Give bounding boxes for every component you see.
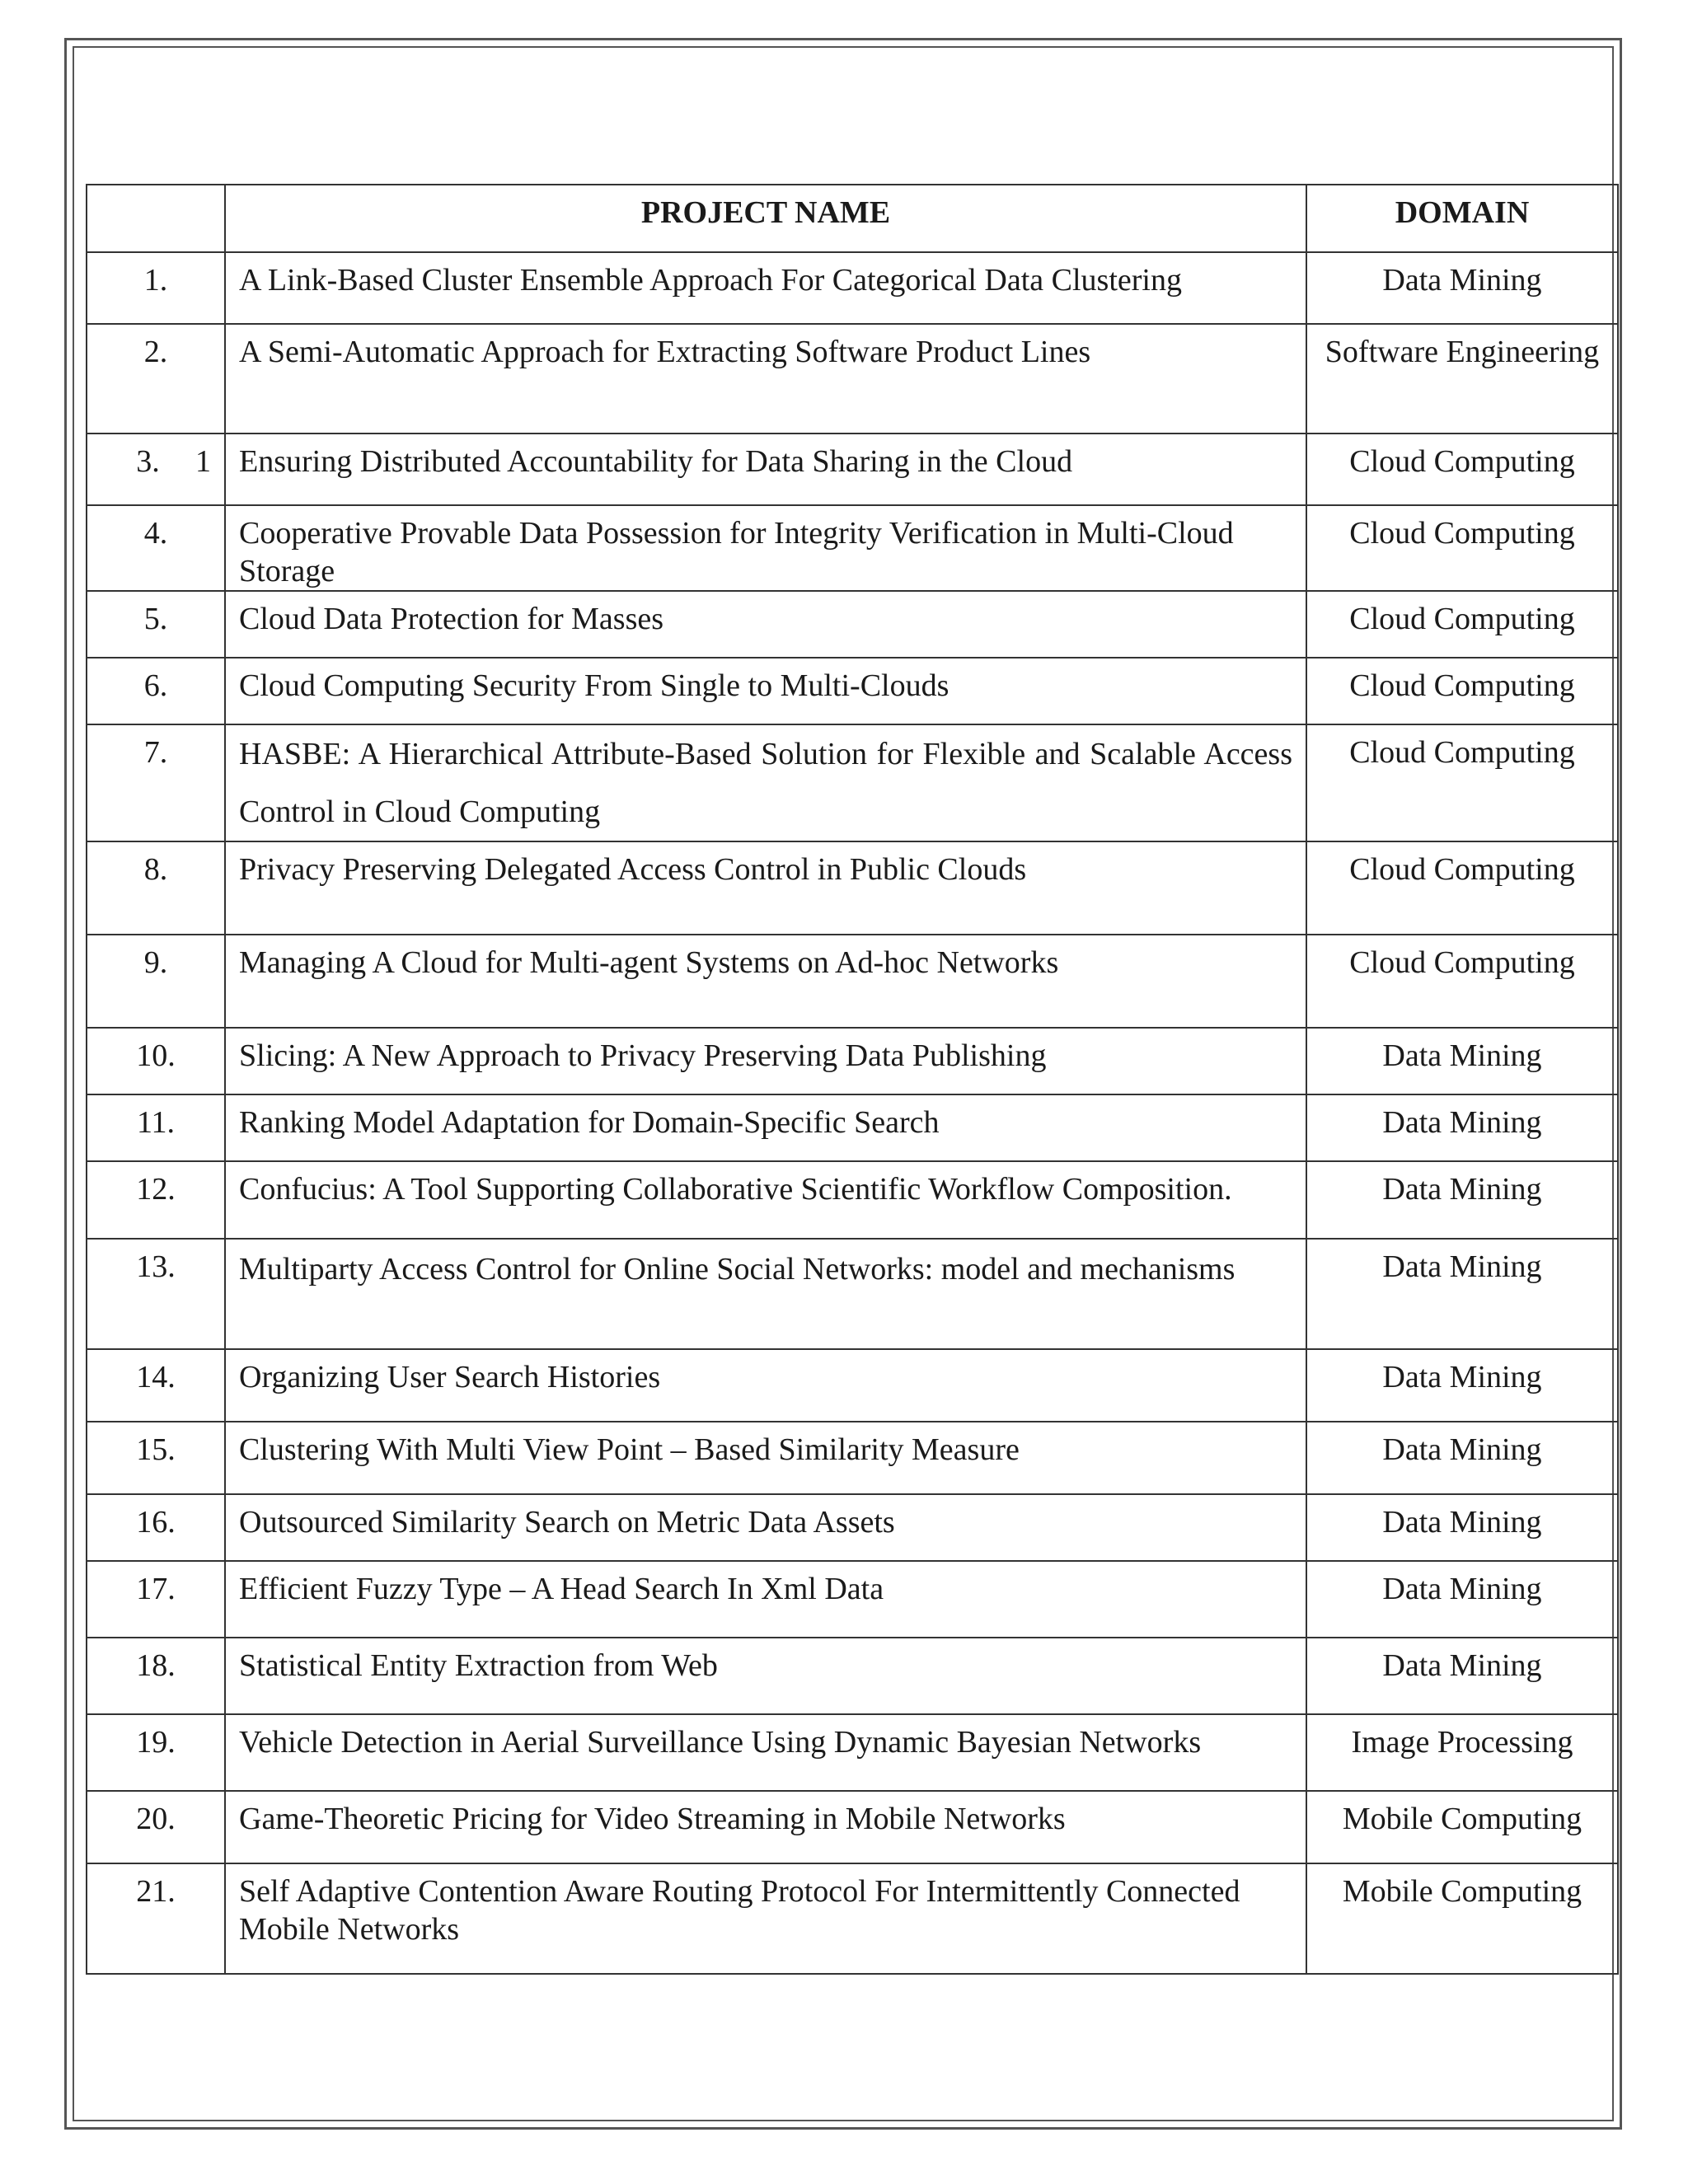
row-number: 21.: [87, 1863, 225, 1974]
row-domain: Software Engineering: [1306, 324, 1618, 434]
row-project-name: A Link-Based Cluster Ensemble Approach For Categorical Data Clustering: [225, 252, 1306, 324]
table-row: [87, 1714, 1618, 1791]
row-number: 7.: [87, 724, 225, 841]
row-project-name: Multiparty Access Control for Online Social Networks: model and mechanisms: [225, 1239, 1306, 1349]
row-domain: Cloud Computing: [1306, 658, 1618, 724]
row-project-name: Slicing: A New Approach to Privacy Preserving Data Publishing: [225, 1028, 1306, 1094]
row-number: 19.: [87, 1714, 225, 1791]
row-project-name: Cloud Computing Security From Single to Multi-Clouds: [225, 658, 1306, 724]
row-number: 1.: [87, 252, 225, 324]
row-project-name: Ranking Model Adaptation for Domain-Specific Search: [225, 1094, 1306, 1161]
row-project-name: Outsourced Similarity Search on Metric Data Assets: [225, 1494, 1306, 1561]
row-domain: Cloud Computing: [1306, 505, 1618, 591]
row-domain: Cloud Computing: [1306, 434, 1618, 505]
row-domain: Cloud Computing: [1306, 935, 1618, 1028]
row-project-name: Vehicle Detection in Aerial Surveillance Using Dynamic Bayesian Networks: [225, 1714, 1306, 1791]
table-row: [87, 1561, 1618, 1638]
row-number: 11.: [87, 1094, 225, 1161]
row-domain: Data Mining: [1306, 1028, 1618, 1094]
row-number: 20.: [87, 1791, 225, 1863]
row-domain: Data Mining: [1306, 252, 1618, 324]
table-row: [87, 935, 1618, 1028]
row-number-note: 1: [195, 444, 211, 479]
table-row: [87, 324, 1618, 434]
row-project-name: Confucius: A Tool Supporting Collaborative Scientific Workflow Composition.: [225, 1161, 1306, 1239]
row-project-name: Cooperative Provable Data Possession for Integrity Verification in Multi-Cloud Storage: [225, 505, 1306, 591]
row-number: 13.: [87, 1239, 225, 1349]
row-project-name: Game-Theoretic Pricing for Video Streaming in Mobile Networks: [225, 1791, 1306, 1863]
row-number: 5.: [87, 591, 225, 658]
row-domain: Data Mining: [1306, 1561, 1618, 1638]
row-number: 3. 1: [87, 434, 225, 505]
row-project-name: Clustering With Multi View Point – Based Similarity Measure: [225, 1422, 1306, 1494]
row-project-name: Statistical Entity Extraction from Web: [225, 1638, 1306, 1714]
row-number: 12.: [87, 1161, 225, 1239]
table-row: [87, 591, 1618, 658]
table-row: [87, 1494, 1618, 1561]
row-number: 6.: [87, 658, 225, 724]
table-row: [87, 252, 1618, 324]
table-row: [87, 724, 1618, 841]
table-row: [87, 841, 1618, 935]
row-domain: Cloud Computing: [1306, 841, 1618, 935]
row-project-name: A Semi-Automatic Approach for Extracting Software Product Lines: [225, 324, 1306, 434]
row-domain: Data Mining: [1306, 1494, 1618, 1561]
table-row: [87, 1094, 1618, 1161]
row-number: 18.: [87, 1638, 225, 1714]
header-project-name: PROJECT NAME: [225, 185, 1306, 252]
row-number: 2.: [87, 324, 225, 434]
table-row: [87, 505, 1618, 591]
row-project-name: Efficient Fuzzy Type – A Head Search In Xml Data: [225, 1561, 1306, 1638]
projects-table: [86, 184, 1619, 1975]
row-project-name: Organizing User Search Histories: [225, 1349, 1306, 1422]
header-number: [87, 185, 225, 252]
row-project-name: Cloud Data Protection for Masses: [225, 591, 1306, 658]
row-number: 9.: [87, 935, 225, 1028]
table-row: [87, 1161, 1618, 1239]
row-project-name: HASBE: A Hierarchical Attribute-Based Solution for Flexible and Scalable Access Control in Cloud Computing: [225, 724, 1306, 841]
table-row: [87, 1239, 1618, 1349]
row-project-name: Ensuring Distributed Accountability for Data Sharing in the Cloud: [225, 434, 1306, 505]
row-domain: Data Mining: [1306, 1094, 1618, 1161]
row-number: 15.: [87, 1422, 225, 1494]
table-row: [87, 1422, 1618, 1494]
table-row: [87, 1028, 1618, 1094]
row-domain: Data Mining: [1306, 1422, 1618, 1494]
row-project-name: Self Adaptive Contention Aware Routing Protocol For Intermittently Connected Mobile Networks: [225, 1863, 1306, 1974]
table-row: [87, 658, 1618, 724]
row-number: 16.: [87, 1494, 225, 1561]
row-number: 4.: [87, 505, 225, 591]
row-number: 14.: [87, 1349, 225, 1422]
row-number: 17.: [87, 1561, 225, 1638]
row-domain: Data Mining: [1306, 1349, 1618, 1422]
row-domain: Data Mining: [1306, 1161, 1618, 1239]
table-row: [87, 1638, 1618, 1714]
row-domain: Mobile Computing: [1306, 1791, 1618, 1863]
row-domain: Data Mining: [1306, 1638, 1618, 1714]
table-row: [87, 1863, 1618, 1974]
row-domain: Cloud Computing: [1306, 591, 1618, 658]
row-number: 8.: [87, 841, 225, 935]
row-domain: Data Mining: [1306, 1239, 1618, 1349]
row-domain: Cloud Computing: [1306, 724, 1618, 841]
table-row: [87, 1791, 1618, 1863]
table-row: [87, 1349, 1618, 1422]
table-row: [87, 434, 1618, 505]
row-domain: Mobile Computing: [1306, 1863, 1618, 1974]
row-domain: Image Processing: [1306, 1714, 1618, 1791]
row-project-name: Managing A Cloud for Multi-agent Systems on Ad-hoc Networks: [225, 935, 1306, 1028]
header-domain: DOMAIN: [1306, 185, 1618, 252]
row-number: 10.: [87, 1028, 225, 1094]
row-project-name: Privacy Preserving Delegated Access Control in Public Clouds: [225, 841, 1306, 935]
table-header-row: [87, 185, 1618, 252]
